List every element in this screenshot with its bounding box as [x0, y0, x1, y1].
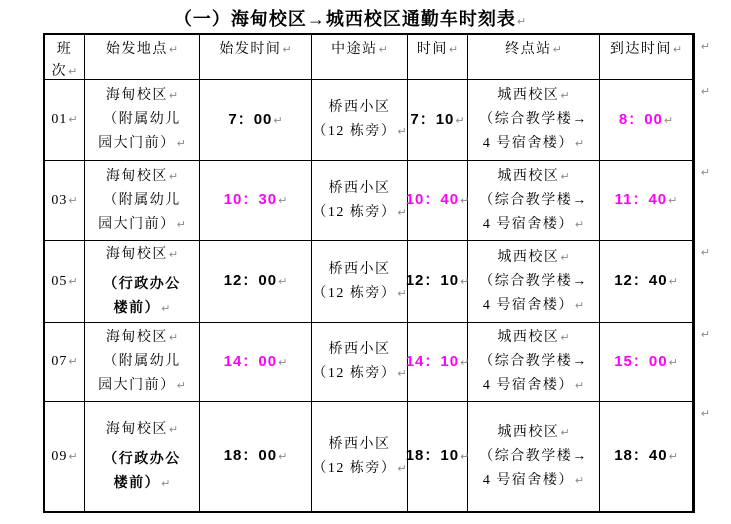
row-end-mark: ↵ [700, 40, 710, 53]
paragraph-mark: ↵ [168, 169, 179, 183]
cell-dest: 城西校区↵ （综合教学楼→ 4 号宿舍楼）↵ [468, 402, 600, 511]
cell-dest: 城西校区↵ （综合教学楼→ 4 号宿舍楼）↵ [468, 241, 600, 322]
paragraph-mark: ↵ [397, 367, 407, 380]
cell-dest: 城西校区↵ （综合教学楼→ 4 号宿舍楼）↵ [468, 323, 600, 401]
paragraph-mark: ↵ [168, 89, 179, 102]
paragraph-mark: ↵ [460, 194, 470, 207]
paragraph-mark: ↵ [168, 43, 179, 56]
header-mid-stop: 中途站↵ [312, 35, 408, 79]
page-title-text: （一）海甸校区→城西校区通勤车时刻表 [173, 9, 516, 29]
paragraph-mark: ↵ [68, 449, 78, 463]
table-row [45, 323, 710, 402]
paragraph-mark: ↵ [552, 43, 562, 56]
cell-mid-stop: 桥西小区 （12 栋旁）↵ [312, 323, 408, 401]
paragraph-mark: ↵ [668, 194, 678, 207]
cell-origin: 海甸校区↵ （行政办公 楼前）↵ [85, 402, 200, 511]
paragraph-mark: ↵ [278, 355, 288, 369]
paragraph-mark: ↵ [560, 331, 570, 344]
paragraph-mark: ↵ [460, 450, 470, 463]
cell-depart-time: 14：00↵ [200, 323, 312, 401]
paragraph-mark: ↵ [397, 461, 407, 475]
paragraph-mark: ↵ [161, 301, 171, 315]
cell-bus-no: 07↵ [45, 323, 85, 401]
paragraph-mark: ↵ [278, 450, 288, 463]
paragraph-mark: ↵ [668, 355, 678, 369]
paragraph-mark: ↵ [378, 43, 388, 56]
paragraph-mark: ↵ [68, 113, 78, 126]
cell-mid-stop: 桥西小区 （12 栋旁）↵ [312, 161, 408, 240]
cell-depart-time: 7：00↵ [200, 80, 312, 160]
page-title [0, 5, 700, 31]
header-bus-no: 班 次↵ [45, 35, 85, 79]
row-end-mark: ↵ [700, 85, 710, 98]
table-row [45, 80, 710, 161]
table-row [45, 161, 710, 241]
timetable [43, 33, 710, 513]
paragraph-mark: ↵ [574, 137, 585, 150]
cell-mid-time: 18：10↵ [408, 402, 468, 511]
cell-mid-time: 7：10↵ [408, 80, 468, 160]
paragraph-mark: ↵ [455, 113, 465, 127]
paragraph-mark: ↵ [397, 125, 407, 138]
cell-dest: 城西校区↵ （综合教学楼→ 4 号宿舍楼）↵ [468, 80, 600, 160]
cell-origin: 海甸校区↵ （附属幼儿 园大门前）↵ [85, 80, 200, 160]
cell-origin: 海甸校区↵ （行政办公 楼前）↵ [85, 241, 200, 322]
cell-mid-stop: 桥西小区 （12 栋旁）↵ [312, 80, 408, 160]
paragraph-mark: ↵ [168, 331, 179, 344]
paragraph-mark: ↵ [278, 194, 288, 207]
paragraph-mark: ↵ [560, 89, 570, 102]
paragraph-mark: ↵ [68, 193, 78, 207]
header-origin: 始发地点↵ [85, 35, 200, 79]
paragraph-mark: ↵ [560, 250, 570, 264]
cell-arrive-time: 12：40↵ [600, 241, 693, 322]
cell-arrive-time: 11：40↵ [600, 161, 693, 240]
paragraph-mark: ↵ [273, 113, 283, 127]
row-end-mark: ↵ [700, 328, 710, 341]
paragraph-mark: ↵ [397, 286, 407, 300]
paragraph-mark: ↵ [68, 274, 78, 288]
cell-mid-time: 12：10↵ [408, 241, 468, 322]
paragraph-mark: ↵ [278, 275, 288, 288]
cell-arrive-time: 18：40↵ [600, 402, 693, 511]
paragraph-mark: ↵ [668, 450, 678, 463]
paragraph-mark: ↵ [460, 275, 470, 288]
row-end-mark: ↵ [700, 407, 710, 420]
paragraph-mark: ↵ [161, 476, 171, 490]
cell-dest: 城西校区↵ （综合教学楼→ 4 号宿舍楼）↵ [468, 161, 600, 240]
cell-bus-no: 03↵ [45, 161, 85, 240]
paragraph-mark: ↵ [168, 247, 179, 261]
cell-bus-no: 01↵ [45, 80, 85, 160]
table-header-row [45, 35, 710, 80]
paragraph-mark: ↵ [460, 355, 470, 369]
table-row [45, 402, 710, 511]
cell-origin: 海甸校区↵ （附属幼儿 园大门前）↵ [85, 161, 200, 240]
cell-mid-time: 10：40↵ [408, 161, 468, 240]
header-arrive-time: 到达时间↵ [600, 35, 693, 79]
paragraph-mark: ↵ [176, 217, 186, 231]
paragraph-mark: ↵ [168, 422, 179, 436]
paragraph-mark: ↵ [672, 43, 683, 56]
header-mid-time: 时间↵ [408, 35, 468, 79]
paragraph-mark: ↵ [176, 137, 186, 150]
paragraph-mark: ↵ [176, 379, 186, 392]
paragraph-mark: ↵ [574, 298, 585, 312]
paragraph-mark: ↵ [574, 473, 585, 487]
cell-depart-time: 18：00↵ [200, 402, 312, 511]
paragraph-mark: ↵ [668, 275, 678, 288]
table-row [45, 241, 710, 323]
paragraph-mark: ↵ [560, 425, 570, 439]
cell-mid-stop: 桥西小区 （12 栋旁）↵ [312, 402, 408, 511]
cell-bus-no: 05↵ [45, 241, 85, 322]
cell-arrive-time: 15：00↵ [600, 323, 693, 401]
row-end-mark: ↵ [700, 166, 710, 179]
paragraph-mark: ↵ [68, 65, 78, 78]
header-depart-time: 始发时间↵ [200, 35, 312, 79]
cell-mid-time: 14：10↵ [408, 323, 468, 401]
paragraph-mark: ↵ [516, 15, 527, 28]
paragraph-mark: ↵ [663, 113, 674, 127]
paragraph-mark: ↵ [560, 169, 570, 183]
cell-mid-stop: 桥西小区 （12 栋旁）↵ [312, 241, 408, 322]
row-end-mark: ↵ [700, 246, 710, 259]
cell-bus-no: 09↵ [45, 402, 85, 511]
paragraph-mark: ↵ [574, 379, 585, 392]
paragraph-mark: ↵ [68, 355, 78, 368]
paragraph-mark: ↵ [397, 205, 407, 219]
cell-origin: 海甸校区↵ （附属幼儿 园大门前）↵ [85, 323, 200, 401]
paragraph-mark: ↵ [448, 43, 459, 56]
header-dest: 终点站↵ [468, 35, 600, 79]
cell-depart-time: 12：00↵ [200, 241, 312, 322]
paragraph-mark: ↵ [574, 217, 585, 231]
cell-depart-time: 10：30↵ [200, 161, 312, 240]
cell-arrive-time: 8：00↵ [600, 80, 693, 160]
paragraph-mark: ↵ [282, 43, 292, 56]
